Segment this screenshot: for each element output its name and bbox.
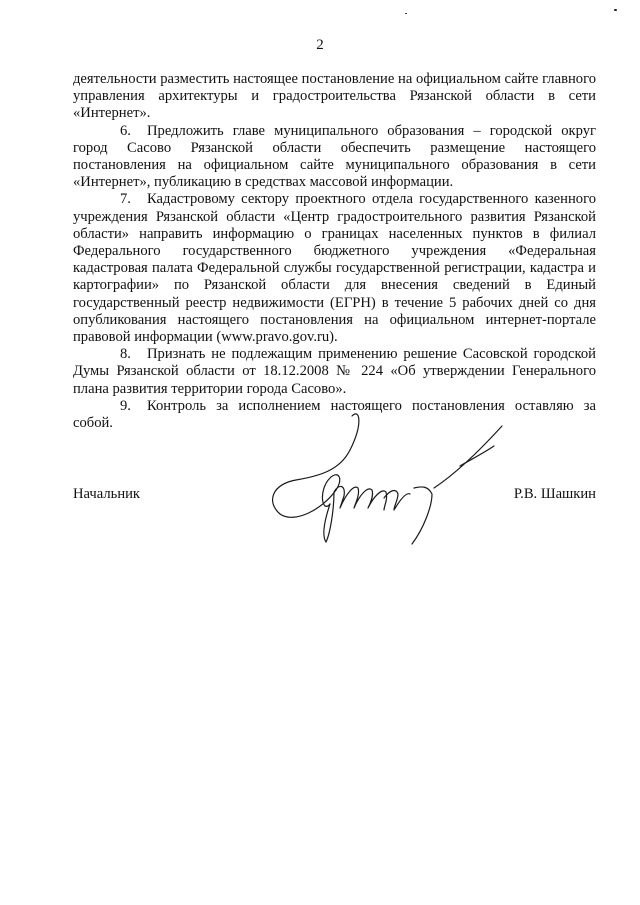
paragraph-5-continuation — [73, 71, 596, 123]
scan-speck — [405, 13, 407, 14]
paragraph-number: 6. — [120, 122, 131, 139]
paragraph-number: 9. — [120, 397, 131, 414]
paragraph-8 — [73, 346, 596, 398]
paragraph-number: 7. — [120, 191, 131, 208]
paragraph-number: 8. — [120, 346, 131, 363]
paragraph-text: Признать не подлежащим применению решение Сасовской городской Думы Рязанской области от 18.12.2008 № 224 «Об утверждении Генерального плана развития территории города Сасово». — [73, 346, 596, 397]
signatory-name: Р.В. Шашкин — [513, 486, 596, 502]
paragraph-text: Кадастровому сектору проектного отдела государственного казенного учреждения Рязанской области «Центр градостроительного развития Рязанской области» направить информацию о границах населенных пунктов в филиал Федерального государственного бюджетного учреждения «Федеральная кадастровая палата Федеральной службы государственной регистрации, кадастра и картографии» по Рязанской области для внесения сведений в Единый государственный реестр недвижимости (ЕГРН) в течение 5 рабочих дней со дня опубликования настоящего постановления на официальном интернет-портале правовой информации (www.pravo.gov.ru). — [73, 191, 596, 346]
paragraph-text: Контроль за исполнением настоящего постановления оставляю за собой. — [73, 397, 596, 432]
page-number: 2 — [316, 37, 324, 53]
paragraph-7 — [73, 191, 596, 346]
scan-speck — [614, 9, 617, 11]
paragraph-text: деятельности разместить настоящее постановление на официальном сайте главного управления архитектуры и градостроительства Рязанской области в сети «Интернет». — [73, 71, 596, 122]
paragraph-6 — [73, 123, 596, 192]
signatory-role: Начальник — [73, 486, 141, 502]
handwritten-signature — [262, 402, 512, 552]
paragraph-text: Предложить главе муниципального образования – городской округ город Сасово Рязанской области обеспечить размещение настоящего постановления на официальном сайте муниципального образования в сети «Интернет», публикацию в средствах массовой информации. — [73, 122, 596, 191]
document-body — [73, 71, 596, 432]
